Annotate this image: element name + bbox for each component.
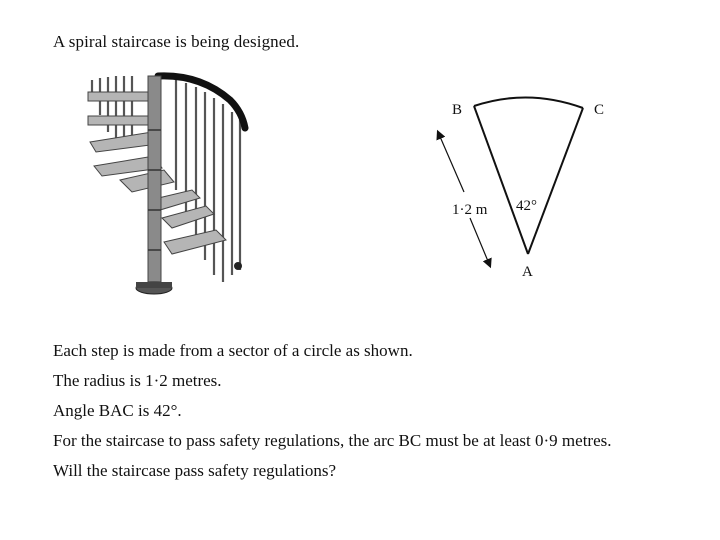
arc-bc <box>474 97 583 108</box>
radius-info-text: The radius is 1·2 metres. <box>53 371 222 390</box>
angle-info-text: Angle BAC is 42°. <box>53 401 182 420</box>
label-point-b: B <box>452 102 463 118</box>
regulation-text: For the staircase to pass safety regulations, the arc BC must be at least 0·9 metres. <box>53 431 612 450</box>
central-column <box>148 76 161 282</box>
sector-diagram <box>420 92 620 292</box>
step-info-text: Each step is made from a sector of a circle as shown. <box>53 341 413 360</box>
label-point-a: A <box>522 264 533 280</box>
spiral-staircase-image <box>80 70 260 302</box>
question-body <box>53 340 633 490</box>
radius-dimension-arrow <box>438 132 464 192</box>
intro-text: A spiral staircase is being designed. <box>53 32 300 51</box>
label-radius: 1·2 m <box>452 202 488 218</box>
sector-side-ac <box>528 108 583 254</box>
sector-side-ab <box>474 106 528 254</box>
question-prompt: Will the staircase pass safety regulations? <box>53 461 337 480</box>
label-point-c: C <box>594 102 605 118</box>
label-angle: 42° <box>516 198 537 214</box>
